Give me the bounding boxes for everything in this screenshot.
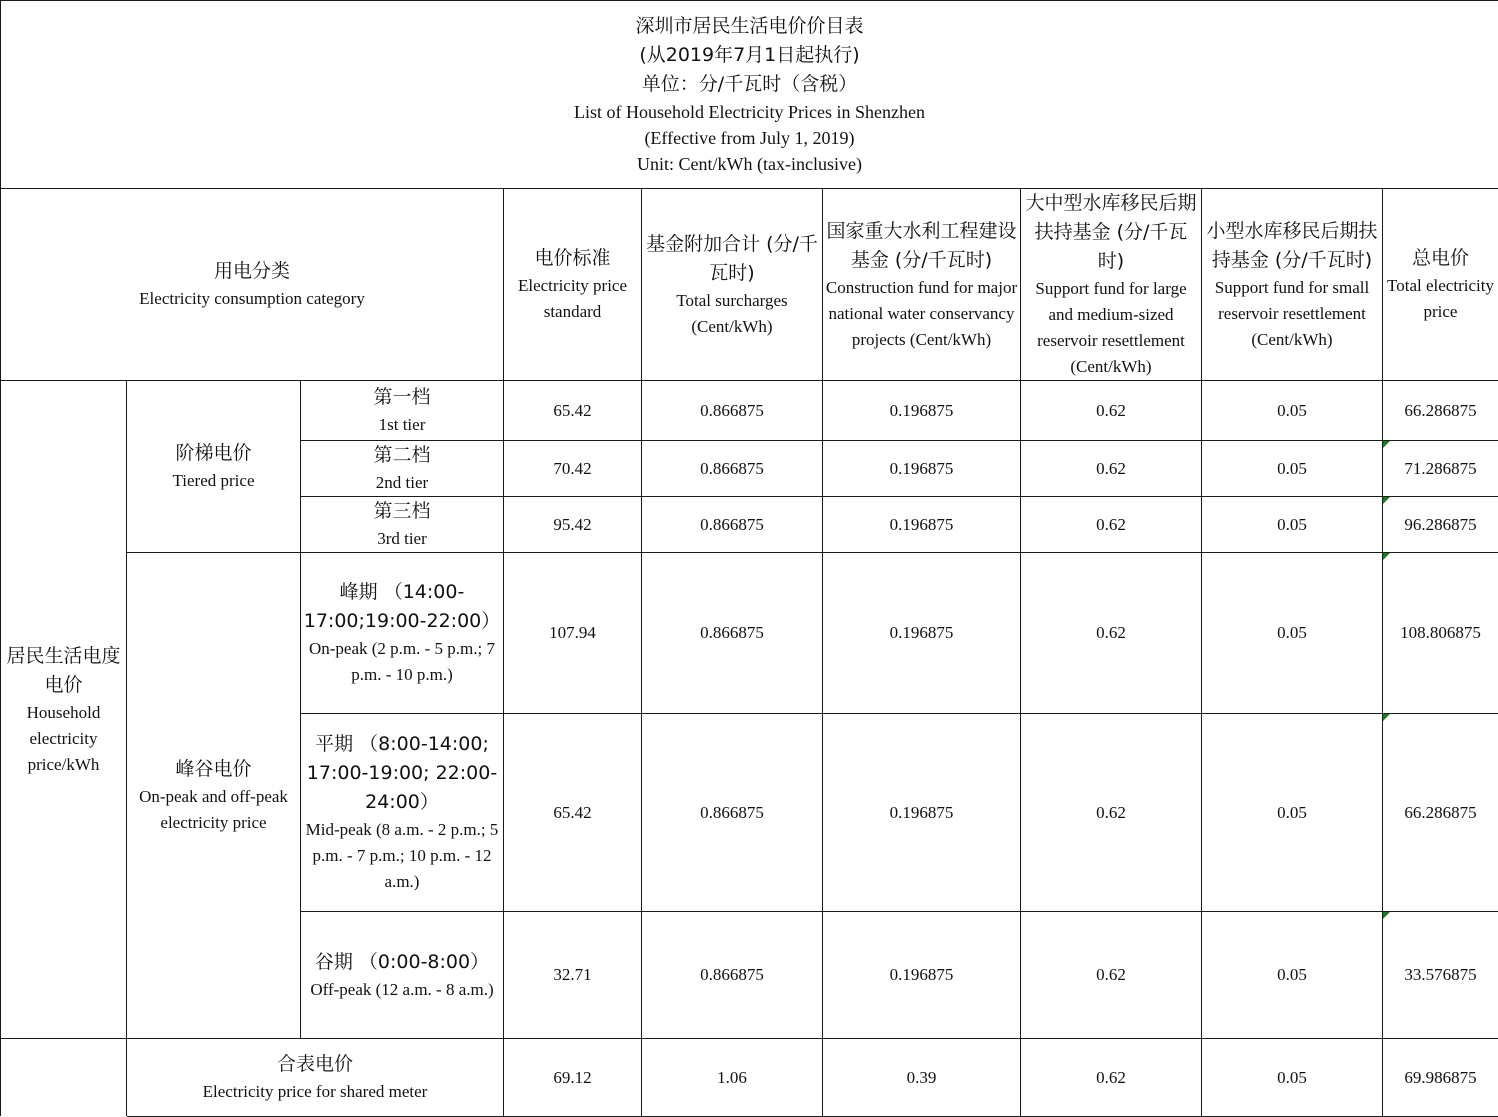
row-label-en: On-peak (2 p.m. - 5 p.m.; 7 p.m. - 10 p.m.) [303,636,501,688]
cell-standard: 32.71 [504,912,642,1039]
cell-total: 66.286875 [1383,381,1498,441]
title-en-2: (Effective from July 1, 2019) [3,125,1496,151]
header-standard-en: Electricity price standard [506,273,639,325]
table-title [1,1,1498,189]
cell-construction: 0.196875 [823,497,1021,553]
header-small-reservoir-zh: 小型水库移民后期扶持基金 (分/千瓦时) [1204,217,1380,275]
title-en-1: List of Household Electricity Prices in Shenzhen [3,99,1496,125]
row-label-zh: 谷期 （0:00-8:00） [303,948,501,977]
header-total-en: Total electricity price [1385,273,1496,325]
header-standard [504,189,642,381]
header-small-reservoir [1202,189,1383,381]
header-surcharges [642,189,823,381]
header-small-reservoir-en: Support fund for small reservoir resettlement (Cent/kWh) [1204,275,1380,353]
cell-small-reservoir: 0.05 [1202,714,1383,912]
cell-total-value: 71.286875 [1404,459,1476,478]
table-row [1,381,1498,441]
cell-small-reservoir: 0.05 [1202,553,1383,714]
header-large-reservoir [1021,189,1202,381]
cell-standard: 69.12 [504,1039,642,1117]
row-label-shared [127,1039,504,1117]
group-tiered-zh: 阶梯电价 [129,439,298,468]
header-standard-zh: 电价标准 [506,244,639,273]
blank-cell [1,1039,127,1117]
cell-standard: 107.94 [504,553,642,714]
group-tou-zh: 峰谷电价 [129,755,298,784]
cell-total: 69.986875 [1383,1039,1498,1117]
row-label-en: 1st tier [303,412,501,438]
cell-surcharges: 0.866875 [642,381,823,441]
header-large-reservoir-en: Support fund for large and medium-sized reservoir resettlement (Cent/kWh) [1023,276,1199,380]
cell-total-value: 66.286875 [1404,803,1476,822]
cell-surcharges: 0.866875 [642,441,823,497]
cell-small-reservoir: 0.05 [1202,912,1383,1039]
row-label-zh: 峰期 （14:00-17:00;19:00-22:00） [303,578,501,636]
cell-total [1383,714,1498,912]
group-tiered [127,381,301,553]
cell-construction: 0.196875 [823,381,1021,441]
cell-large-reservoir: 0.62 [1021,553,1202,714]
row-label [301,553,504,714]
comment-marker-icon [1383,441,1390,448]
row-label [301,441,504,497]
title-en-3: Unit: Cent/kWh (tax-inclusive) [3,151,1496,177]
cell-large-reservoir: 0.62 [1021,714,1202,912]
cell-total [1383,441,1498,497]
row-label [301,381,504,441]
title-zh-1: 深圳市居民生活电价价目表 [3,12,1496,41]
cell-construction: 0.196875 [823,912,1021,1039]
header-total [1383,189,1498,381]
cell-construction: 0.196875 [823,441,1021,497]
cell-construction: 0.196875 [823,714,1021,912]
header-large-reservoir-zh: 大中型水库移民后期扶持基金 (分/千瓦时) [1023,189,1199,276]
cell-small-reservoir: 0.05 [1202,1039,1383,1117]
row-label-zh: 平期 （8:00-14:00; 17:00-19:00; 22:00-24:00） [303,730,501,817]
cell-large-reservoir: 0.62 [1021,497,1202,553]
cell-standard: 65.42 [504,381,642,441]
header-category [1,189,504,381]
row-label [301,497,504,553]
header-construction-zh: 国家重大水利工程建设基金 (分/千瓦时) [825,217,1018,275]
row-label-zh: 第二档 [303,441,501,470]
row-label-zh: 第三档 [303,497,501,526]
comment-marker-icon [1383,553,1390,560]
row-label-en: Electricity price for shared meter [129,1079,501,1105]
group-tou [127,553,301,1039]
cell-total-value: 33.576875 [1404,965,1476,984]
row-label-en: 3rd tier [303,526,501,552]
cell-surcharges: 1.06 [642,1039,823,1117]
cell-standard: 70.42 [504,441,642,497]
cell-standard: 95.42 [504,497,642,553]
cell-total [1383,497,1498,553]
header-construction [823,189,1021,381]
group-household-en: Household electricity price/kWh [3,700,124,778]
group-household [1,381,127,1039]
table-row-shared-meter [1,1039,1498,1117]
table-row [1,553,1498,714]
row-label-zh: 合表电价 [129,1050,501,1079]
cell-standard: 65.42 [504,714,642,912]
header-category-en: Electricity consumption category [3,286,501,312]
cell-construction: 0.196875 [823,553,1021,714]
comment-marker-icon [1383,497,1390,504]
cell-total-value: 108.806875 [1400,623,1481,642]
cell-small-reservoir: 0.05 [1202,497,1383,553]
group-tou-en: On-peak and off-peak electricity price [129,784,298,836]
title-zh-3: 单位：分/千瓦时（含税） [3,70,1496,99]
header-surcharges-en: Total surcharges (Cent/kWh) [644,288,820,340]
comment-marker-icon [1383,714,1390,721]
cell-surcharges: 0.866875 [642,497,823,553]
cell-large-reservoir: 0.62 [1021,912,1202,1039]
comment-marker-icon [1383,912,1390,919]
row-label-en: Off-peak (12 a.m. - 8 a.m.) [303,977,501,1003]
cell-total [1383,553,1498,714]
cell-total-value: 96.286875 [1404,515,1476,534]
header-total-zh: 总电价 [1385,244,1496,273]
row-label-en: 2nd tier [303,470,501,496]
row-label [301,912,504,1039]
cell-small-reservoir: 0.05 [1202,381,1383,441]
cell-surcharges: 0.866875 [642,714,823,912]
cell-total [1383,912,1498,1039]
cell-large-reservoir: 0.62 [1021,441,1202,497]
row-label-en: Mid-peak (8 a.m. - 2 p.m.; 5 p.m. - 7 p.m.; 10 p.m. - 12 a.m.) [303,817,501,895]
cell-surcharges: 0.866875 [642,553,823,714]
cell-surcharges: 0.866875 [642,912,823,1039]
row-label [301,714,504,912]
group-tiered-en: Tiered price [129,468,298,494]
row-label-zh: 第一档 [303,383,501,412]
cell-small-reservoir: 0.05 [1202,441,1383,497]
cell-large-reservoir: 0.62 [1021,381,1202,441]
group-household-zh: 居民生活电度电价 [3,642,124,700]
title-zh-2: (从2019年7月1日起执行) [3,41,1496,70]
header-surcharges-zh: 基金附加合计 (分/千瓦时) [644,230,820,288]
cell-construction: 0.39 [823,1039,1021,1117]
header-category-zh: 用电分类 [3,257,501,286]
cell-large-reservoir: 0.62 [1021,1039,1202,1117]
header-construction-en: Construction fund for major national water conservancy projects (Cent/kWh) [825,275,1018,353]
